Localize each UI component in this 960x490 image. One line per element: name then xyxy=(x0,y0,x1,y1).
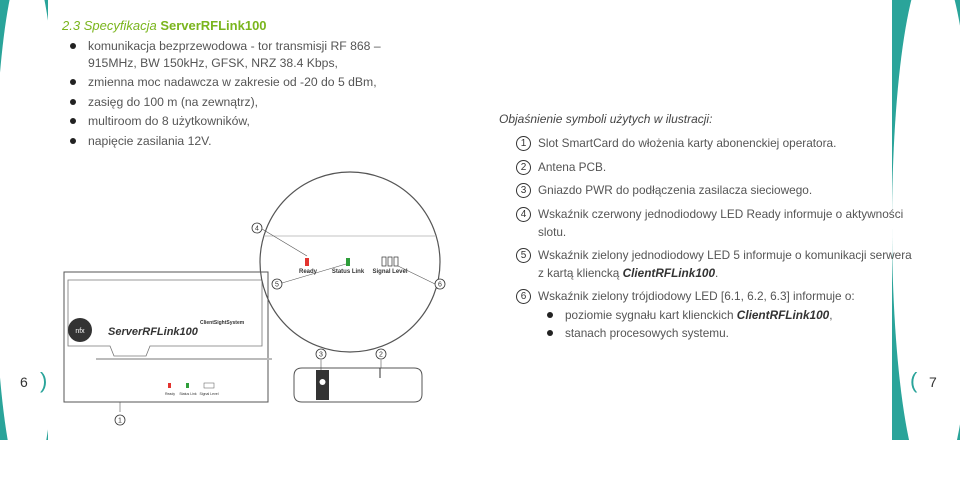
spec-item: napięcie zasilania 12V. xyxy=(70,133,430,150)
callout-6-label: 6 xyxy=(438,281,442,289)
legend-text: Antena PCB. xyxy=(538,159,607,174)
legend-subitem-text: stanach procesowych systemu. xyxy=(565,326,729,340)
legend-item xyxy=(516,205,916,242)
led-signal-2 xyxy=(388,257,392,266)
small-led-signal xyxy=(204,383,214,388)
legend-number: 5 xyxy=(516,248,531,263)
label-signal-level: Signal Level xyxy=(372,269,408,275)
device-illustration xyxy=(0,0,480,440)
section-title-prefix: Specyfikacja xyxy=(83,18,157,33)
page-number-left: 6 xyxy=(20,374,28,390)
legend-item xyxy=(516,287,916,343)
small-led-status xyxy=(186,383,189,388)
label-ready: Ready xyxy=(298,269,318,275)
spec-item: multiroom do 8 użytkowników, xyxy=(70,113,430,130)
device-brand: ClientSightSystem xyxy=(200,320,245,326)
legend-subitem xyxy=(538,306,916,324)
led-signal-1 xyxy=(382,257,386,266)
section-number: 2.3 xyxy=(62,18,81,33)
legend-number: 1 xyxy=(516,136,531,151)
legend-list xyxy=(516,134,916,350)
section-title-product: ServerRFLink100 xyxy=(160,18,267,33)
page-paren-left: ) xyxy=(40,368,48,393)
legend-text: Wskaźnik zielony jednodiodowy LED 5 informuje o komunikacji serwera z kartą kliencką xyxy=(538,247,912,280)
small-label-signal: Signal Level xyxy=(199,392,219,396)
legend-item xyxy=(516,246,916,283)
legend-text: Gniazdo PWR do podłączenia zasilacza sieciowego. xyxy=(538,183,813,197)
legend-product: ClientRFLink100 xyxy=(622,266,716,280)
led-status-link xyxy=(346,258,350,266)
device-ridge xyxy=(96,358,272,360)
callout-3-label: 3 xyxy=(319,351,323,359)
device-side-view xyxy=(294,368,422,402)
page-paren-right: ( xyxy=(910,368,918,393)
callout-4-leader xyxy=(262,229,307,256)
small-label-status: Status Link xyxy=(179,392,197,396)
legend-number: 4 xyxy=(516,207,531,222)
callout-5-label: 5 xyxy=(275,281,279,289)
device-front-panel xyxy=(68,280,262,356)
page-number-right: 7 xyxy=(929,374,937,390)
legend-item xyxy=(516,134,916,153)
legend-text-end: . xyxy=(715,266,719,280)
legend-subitem-end: , xyxy=(829,308,833,322)
callout-6-leader xyxy=(398,266,435,284)
small-led-ready xyxy=(168,383,171,388)
legend-subitem xyxy=(538,324,916,342)
callout-2-label: 2 xyxy=(379,351,383,359)
logo-text: nfx xyxy=(75,328,85,335)
legend-item xyxy=(516,158,916,177)
legend-text: Slot SmartCard do włożenia karty abonenckiej operatora. xyxy=(538,136,837,150)
callout-4-label: 4 xyxy=(255,225,259,233)
legend-number: 2 xyxy=(516,160,531,175)
legend-product: ClientRFLink100 xyxy=(736,308,830,322)
spec-item: zmienna moc nadawcza w zakresie od -20 do 5 dBm, xyxy=(70,74,430,91)
legend-sublist xyxy=(538,306,916,342)
legend-subitem-text: poziomie sygnału kart klienckich xyxy=(565,308,737,322)
label-status-link: Status Link xyxy=(331,269,365,275)
legend-number: 6 xyxy=(516,289,531,304)
spec-item: zasięg do 100 m (na zewnątrz), xyxy=(70,94,430,111)
legend-title: Objaśnienie symboli użytych w ilustracji: xyxy=(499,112,713,126)
legend-item xyxy=(516,181,916,200)
legend-text: Wskaźnik czerwony jednodiodowy LED Ready informuje o aktywności slotu. xyxy=(538,206,904,239)
spec-item: komunikacja bezprzewodowa - tor transmisji RF 868 – 915MHz, BW 150kHz, GFSK, NRZ 38.4 Kbps, xyxy=(70,38,430,71)
led-ready xyxy=(305,258,309,266)
small-label-ready: Ready xyxy=(164,392,176,396)
power-socket-hole xyxy=(320,379,326,385)
device-name: ServerRFLink100 xyxy=(108,326,198,338)
led-signal-3 xyxy=(394,257,398,266)
legend-number: 3 xyxy=(516,183,531,198)
legend-text: Wskaźnik zielony trójdiodowy LED [6.1, 6.2, 6.3] informuje o: xyxy=(538,288,855,303)
callout-1-label: 1 xyxy=(118,417,122,425)
